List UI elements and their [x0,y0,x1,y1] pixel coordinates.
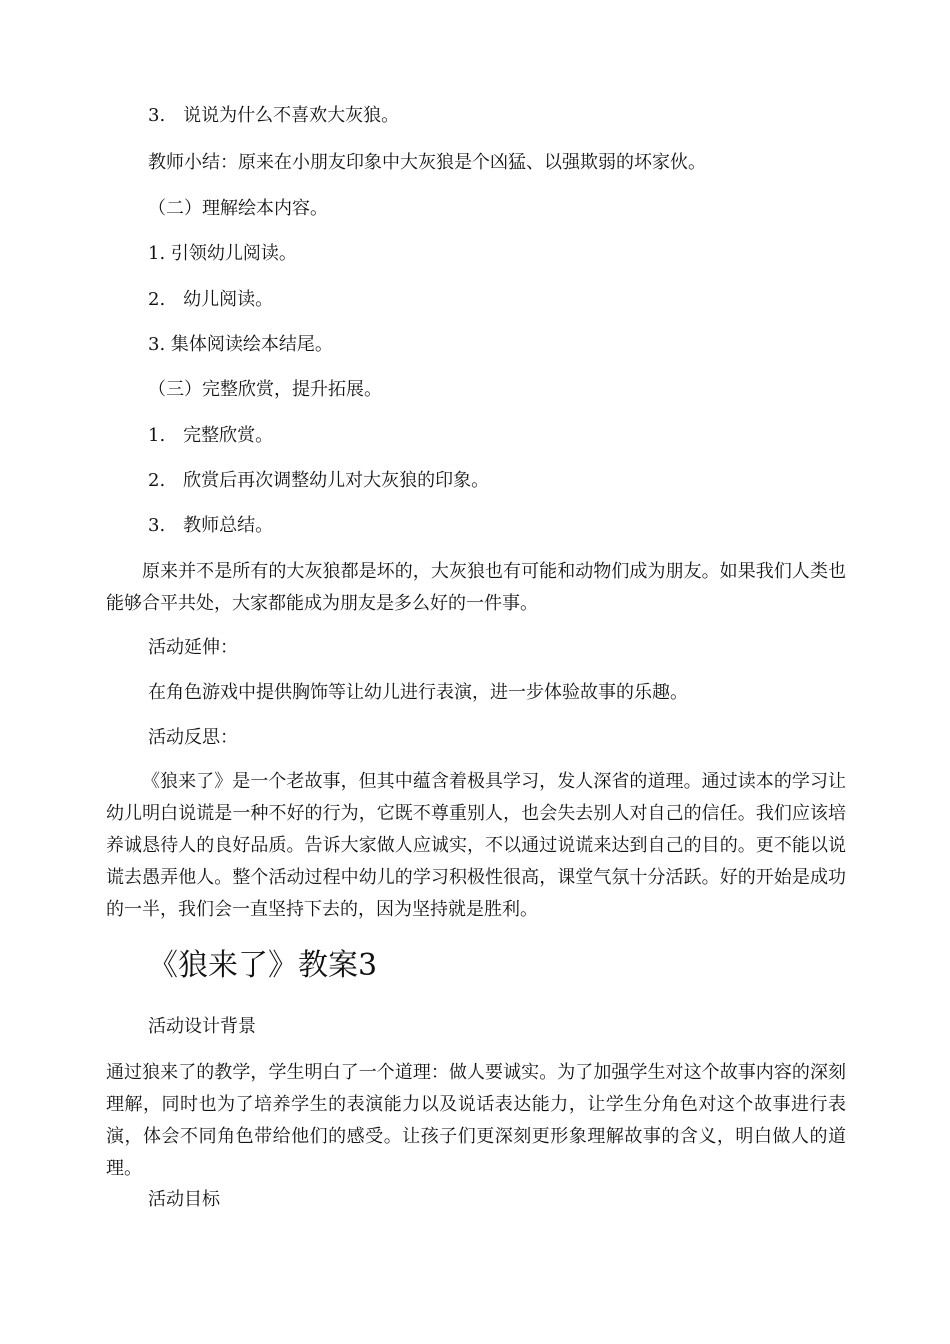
reflection-paragraph: 《狼来了》是一个老故事，但其中蕴含着极具学习，发人深省的道理。通过读本的学习让幼儿明白说谎是一种不好的行为，它既不尊重别人，也会失去别人对自己的信任。我们应该培养诚恳待人的良好品质。告诉大家做人应诚实，不以通过说谎来达到自己的目的。更不能以说谎去愚弄他人。整个活动过程中幼儿的学习积极性很高，课堂气氛十分活跃。好的开始是成功的一半，我们会一直坚持下去的，因为坚持就是胜利。 [106,771,846,920]
section-subheading: （二）理解绘本内容。 [148,198,328,219]
extension-label: 活动延伸： [148,637,238,658]
reflection-label: 活动反思： [148,727,238,748]
extension-text: 在角色游戏中提供胸饰等让幼儿进行表演，进一步体验故事的乐趣。 [148,682,688,703]
section-heading: 《狼来了》教案3 [148,948,378,983]
list-item: 1. 完整欣赏。 [148,425,274,446]
teacher-summary: 教师小结：原来在小朋友印象中大灰狼是个凶猛、以强欺弱的坏家伙。 [148,152,706,173]
list-item: 2. 幼儿阅读。 [148,289,274,310]
background-label: 活动设计背景 [148,1016,256,1037]
list-item: 2. 欣赏后再次调整幼儿对大灰狼的印象。 [148,470,490,491]
list-item: 3. 说说为什么不喜欢大灰狼。 [148,105,400,126]
list-item: 3. 教师总结。 [148,515,274,536]
summary-paragraph: 原来并不是所有的大灰狼都是坏的，大灰狼也有可能和动物们成为朋友。如果我们人类也能够合平共处，大家都能成为朋友是多么好的一件事。 [106,561,846,614]
goals-label: 活动目标 [148,1189,220,1210]
background-paragraph: 通过狼来了的教学，学生明白了一个道理：做人要诚实。为了加强学生对这个故事内容的深刻理解，同时也为了培养学生的表演能力以及说话表达能力，让学生分角色对这个故事进行表演，体会不同角色带给他们的感受。让孩子们更深刻更形象理解故事的含义，明白做人的道理。 [106,1062,846,1179]
section-subheading: （三）完整欣赏，提升拓展。 [148,379,382,400]
list-item: 3. 集体阅读绘本结尾。 [148,334,333,355]
list-item: 1. 引领幼儿阅读。 [148,243,297,264]
